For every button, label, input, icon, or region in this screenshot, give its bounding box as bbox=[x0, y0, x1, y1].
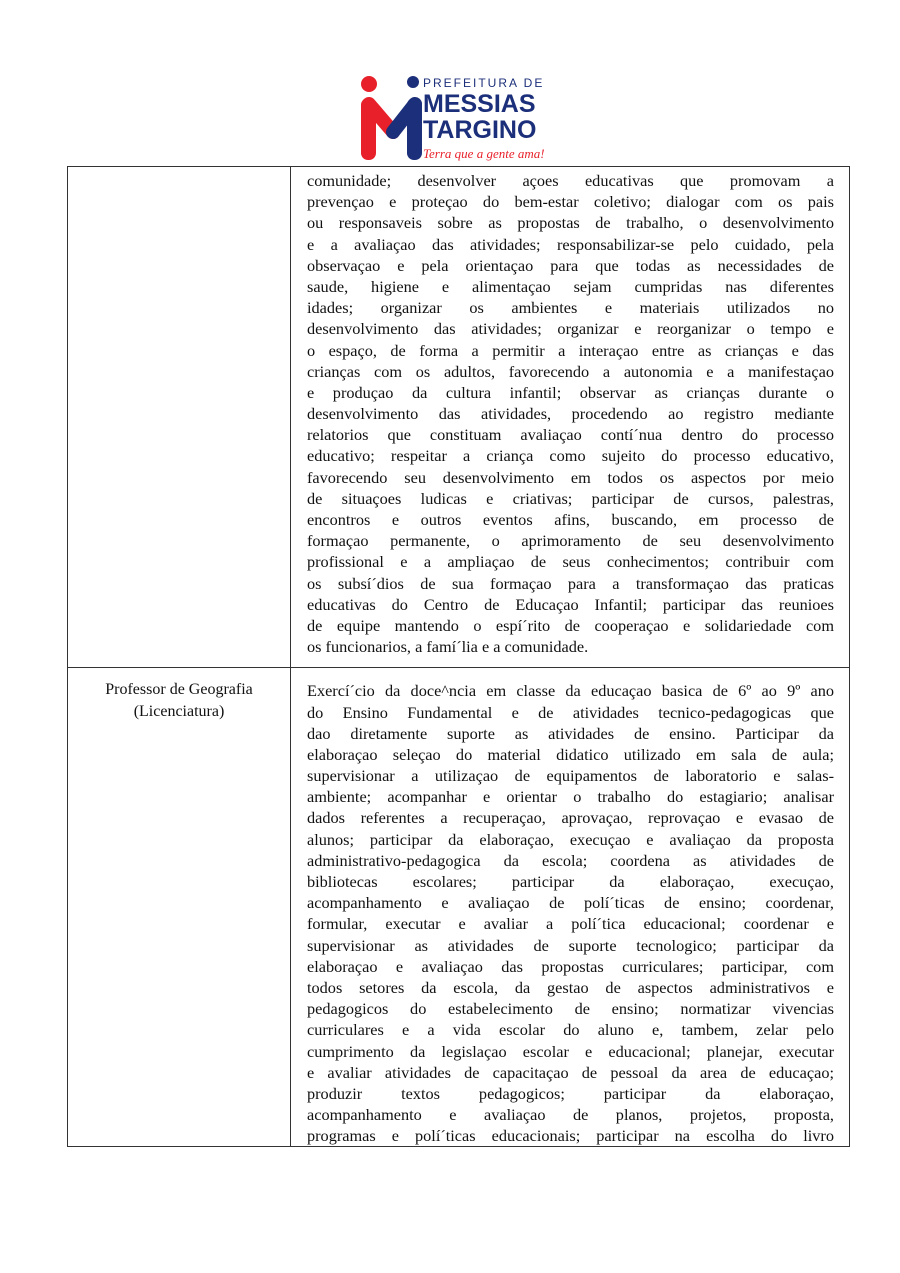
description-line: elaboraçao seleçao do material didatico utilizado em sala de aula; bbox=[307, 744, 834, 764]
description-line: educativas do Centro de Educaçao Infantil; participar das reunioes bbox=[307, 594, 834, 614]
description-line: supervisionar a utilizaçao de equipamentos de laboratorio e salas- bbox=[307, 766, 834, 786]
description-line: e avaliar atividades de capacitaçao de pessoal da area de educaçao; bbox=[307, 1062, 834, 1082]
description-line: ambiente; acompanhar e orientar o trabalho do estagiario; analisar bbox=[307, 787, 834, 807]
role-cell bbox=[68, 167, 291, 668]
description-line: observaçao e pela orientaçao para que todas as necessidades de bbox=[307, 255, 834, 275]
role-cell bbox=[68, 668, 291, 1147]
description-line: ou responsaveis sobre as propostas de trabalho, o desenvolvimento bbox=[307, 213, 834, 233]
description-line: profissional e a ampliaçao de seus conhecimentos; contribuir com bbox=[307, 552, 834, 572]
description-line: acompanhamento e avaliaçao de polí´ticas de ensino; coordenar, bbox=[307, 893, 834, 913]
description-line: acompanhamento e avaliaçao de planos, projetos, proposta, bbox=[307, 1105, 834, 1125]
role-title-line: (Licenciatura) bbox=[133, 702, 225, 720]
job-descriptions-table bbox=[67, 166, 850, 1147]
description-line: administrativo-pedagogica da escola; coordena as atividades de bbox=[307, 850, 834, 870]
description-line: cumprimento da legislaçao escolar e educacional; planejar, executar bbox=[307, 1041, 834, 1061]
description-line: relatorios que constituam avaliaçao contí´nua dentro do processo bbox=[307, 425, 834, 445]
description-line: de situaçoes ludicas e criativas; participar de cursos, palestras, bbox=[307, 488, 834, 508]
description-line: de equipe mantendo o espí´rito de cooperaçao e solidariedade com bbox=[307, 615, 834, 635]
description-line: todos setores da escola, da gestao de aspectos administrativos e bbox=[307, 977, 834, 997]
description-line: produzir textos pedagogicos; participar da elaboraçao, bbox=[307, 1083, 834, 1103]
description-line: e produçao da cultura infantil; observar as crianças durante o bbox=[307, 382, 834, 402]
description-line: dao diretamente suporte as atividades de ensino. Participar da bbox=[307, 723, 834, 743]
svg-text:PREFEITURA DE: PREFEITURA DE bbox=[423, 76, 545, 90]
description-line: pedagogicos do estabelecimento de ensino; normatizar vivencias bbox=[307, 999, 834, 1019]
description-line: saude, higiene e alimentaçao sejam cumpridas nas diferentes bbox=[307, 276, 834, 296]
description-line: supervisionar as atividades de suporte tecnologico; participar da bbox=[307, 935, 834, 955]
svg-text:Terra que a gente ama!: Terra que a gente ama! bbox=[423, 146, 545, 161]
description-line: elaboraçao e avaliaçao das propostas curriculares; participar, com bbox=[307, 956, 834, 976]
description-line: e a avaliaçao das atividades; responsabilizar-se pelo cuidado, pela bbox=[307, 234, 834, 254]
description-line: Exercí´cio da doce^ncia em classe da educaçao basica de 6º ao 9º ano bbox=[307, 681, 834, 701]
description-line: formular, executar e avaliar a polí´tica educacional; coordenar e bbox=[307, 914, 834, 934]
role-title-line: Professor de Geografia bbox=[105, 681, 253, 699]
description-line: crianças com os adultos, favorecendo a autonomia e a manifestaçao bbox=[307, 361, 834, 381]
description-line: desenvolvimento das atividades; organizar e reorganizar o tempo e bbox=[307, 319, 834, 339]
table-row bbox=[68, 167, 850, 668]
description-line: desenvolvimento das atividades, procedendo ao registro mediante bbox=[307, 404, 834, 424]
description-cell bbox=[291, 167, 850, 668]
table-row bbox=[68, 668, 850, 1147]
svg-text:MESSIAS: MESSIAS bbox=[423, 90, 536, 118]
description-line: do Ensino Fundamental e de atividades tecnico-pedagogicas que bbox=[307, 702, 834, 722]
description-line: formaçao permanente, o aprimoramento de seu desenvolvimento bbox=[307, 531, 834, 551]
description-line: bibliotecas escolares; participar da elaboraçao, execuçao, bbox=[307, 872, 834, 891]
description-line: encontros e outros eventos afins, buscando, em processo de bbox=[307, 510, 834, 529]
description-line: alunos; participar da elaboraçao, execuçao e avaliaçao da proposta bbox=[307, 829, 834, 849]
description-cell bbox=[291, 668, 850, 1147]
description-line: prevençao e proteçao do bem-estar coletivo; dialogar com os pais bbox=[307, 192, 834, 212]
description-line: os subsí´dios de sua formaçao para a transformaçao das praticas bbox=[307, 573, 834, 593]
description-line: educativo; respeitar a criança como sujeito do processo educativo, bbox=[307, 446, 834, 466]
description-line: favorecendo seu desenvolvimento em todos os aspectos por meio bbox=[307, 467, 834, 487]
description-line: curriculares e a vida escolar do aluno e, tambem, zelar pelo bbox=[307, 1020, 834, 1040]
prefeitura-logo bbox=[355, 70, 565, 165]
description-line: os funcionarios, a famí´lia e a comunidade. bbox=[307, 637, 589, 657]
description-line: idades; organizar os ambientes e materiais utilizados no bbox=[307, 298, 834, 318]
description-line: programas e polí´ticas educacionais; participar na escolha do livro bbox=[307, 1126, 834, 1146]
description-line: o espaço, de forma a permitir a interaçao entre as crianças e das bbox=[307, 340, 834, 360]
description-line: dados referentes a recuperaçao, aprovaçao, reprovaçao e evasao de bbox=[307, 808, 834, 828]
svg-text:TARGINO: TARGINO bbox=[423, 116, 537, 144]
description-line: comunidade; desenvolver açoes educativas que promovam a bbox=[307, 171, 834, 190]
